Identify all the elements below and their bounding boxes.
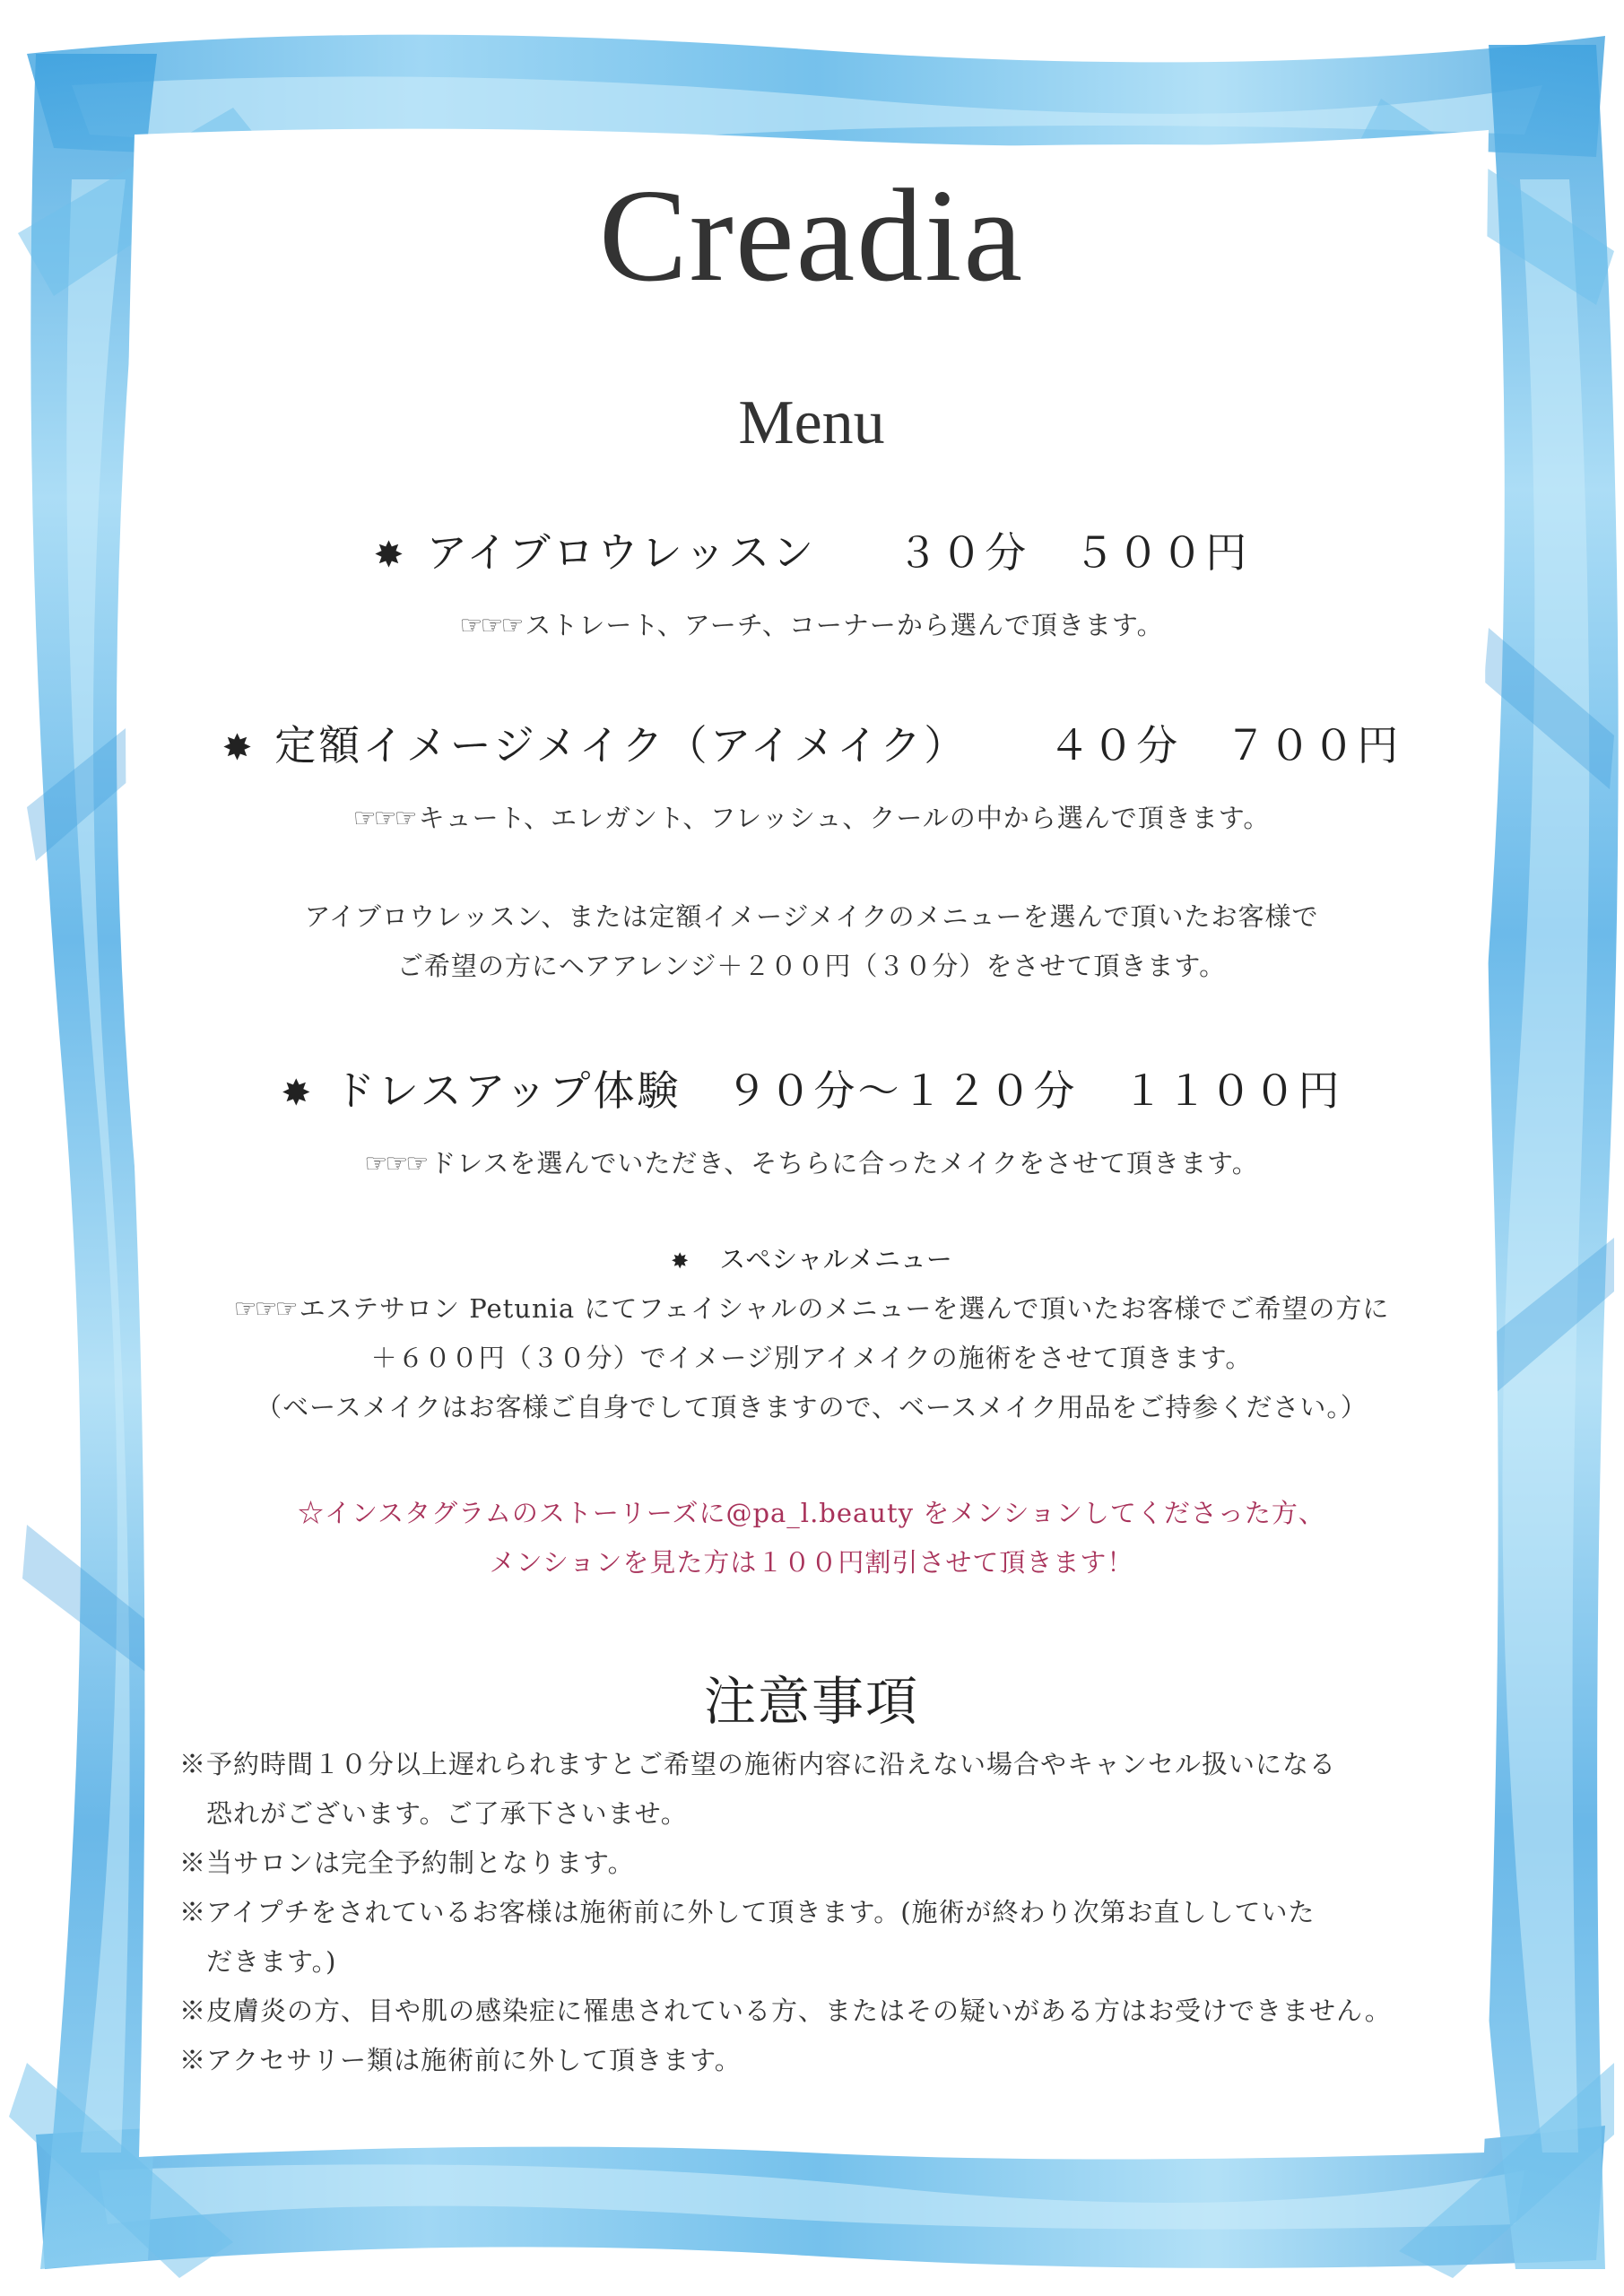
item-duration: ９０分～１２０分 [725, 1066, 1078, 1115]
item-duration: ４０分 [1048, 721, 1181, 770]
menu-item-eyebrow [143, 520, 1480, 579]
instagram-promo-line: メンションを見た方は１００円割引させて頂きます！ [489, 1547, 1134, 1578]
cautions-title: 注意事項 [703, 1671, 919, 1732]
item-price: ７００円 [1225, 721, 1402, 770]
menu-item-description: ☞☞☞ ドレスを選んでいただき、そちらに合ったメイクをさせて頂きます。 [364, 1148, 1259, 1178]
caution-line: ※皮膚炎の方、目や肌の感染症に罹患されている方、またはその疑いがある方はお受けできません。 [179, 1996, 1392, 2026]
star-mark-icon: ✸ [281, 1073, 315, 1114]
star-mark-icon: ✸ [671, 1248, 690, 1274]
item-name: ドレスアップ体験 [334, 1066, 682, 1115]
caution-line: ※当サロンは完全予約制となります。 [179, 1848, 635, 1878]
pointing-hand-icon: ☞☞☞ [459, 610, 522, 640]
star-mark-icon: ✸ [221, 727, 256, 769]
pointing-hand-icon: ☞☞☞ [233, 1293, 296, 1324]
caution-line: ※アクセサリー類は施術前に外して頂きます。 [179, 2045, 742, 2075]
menu-content [143, 135, 1480, 2197]
caution-line: ※アイプチをされているお客様は施術前に外して頂きます。(施術が終わり次第お直ししていた [179, 1897, 1316, 1927]
item-name: 定額イメージメイク（アイメイク） [274, 721, 968, 770]
menu-item-image-make [143, 713, 1480, 772]
caution-line: だきます。) [206, 1946, 337, 1977]
pointing-hand-icon: ☞☞☞ [364, 1148, 427, 1178]
special-menu-line: （ベースメイクはお客様ご自身でして頂きますので、ベースメイク用品をご持参ください。） [256, 1392, 1368, 1422]
menu-heading: Menu [738, 388, 885, 457]
special-menu-line: ＋６００円（３０分）でイメージ別アイメイクの施術をさせて頂きます。 [370, 1343, 1253, 1373]
shop-title: Creadia [598, 162, 1025, 309]
menu-item-dress-up [143, 1058, 1480, 1118]
instagram-promo-line: ☆インスタグラムのストーリーズに@pa_l.beauty をメンションしてくださった方、 [298, 1498, 1325, 1528]
special-menu-line: ☞☞☞ エステサロン Petunia にてフェイシャルのメニューを選んで頂いたお客様でご希望の方に [233, 1293, 1390, 1324]
menu-item-description: ☞☞☞ ストレート、アーチ、コーナーから選んで頂きます。 [459, 610, 1164, 640]
item-price: ５００円 [1073, 528, 1250, 577]
caution-line: 恐れがございます。ご了承下さいませ。 [206, 1798, 688, 1829]
caution-line: ※予約時間１０分以上遅れられますとご希望の施術内容に沿えない場合やキャンセル扱いになる [179, 1749, 1337, 1779]
option-note-line: ご希望の方にヘアアレンジ＋２００円（３０分）をさせて頂きます。 [396, 951, 1227, 981]
pointing-hand-icon: ☞☞☞ [352, 803, 415, 833]
menu-item-description: ☞☞☞ キュート、エレガント、フレッシュ、クールの中から選んで頂きます。 [352, 803, 1271, 833]
option-note-line: アイブロウレッスン、または定額イメージメイクのメニューを選んで頂いたお客様で [304, 901, 1319, 932]
item-name: アイブロウレッスン [426, 528, 817, 577]
item-duration: ３０分 [897, 528, 1029, 577]
special-menu-heading: ✸ スペシャルメニュー [671, 1244, 952, 1274]
item-price: １１００円 [1122, 1066, 1342, 1115]
star-mark-icon: ✸ [373, 535, 407, 576]
